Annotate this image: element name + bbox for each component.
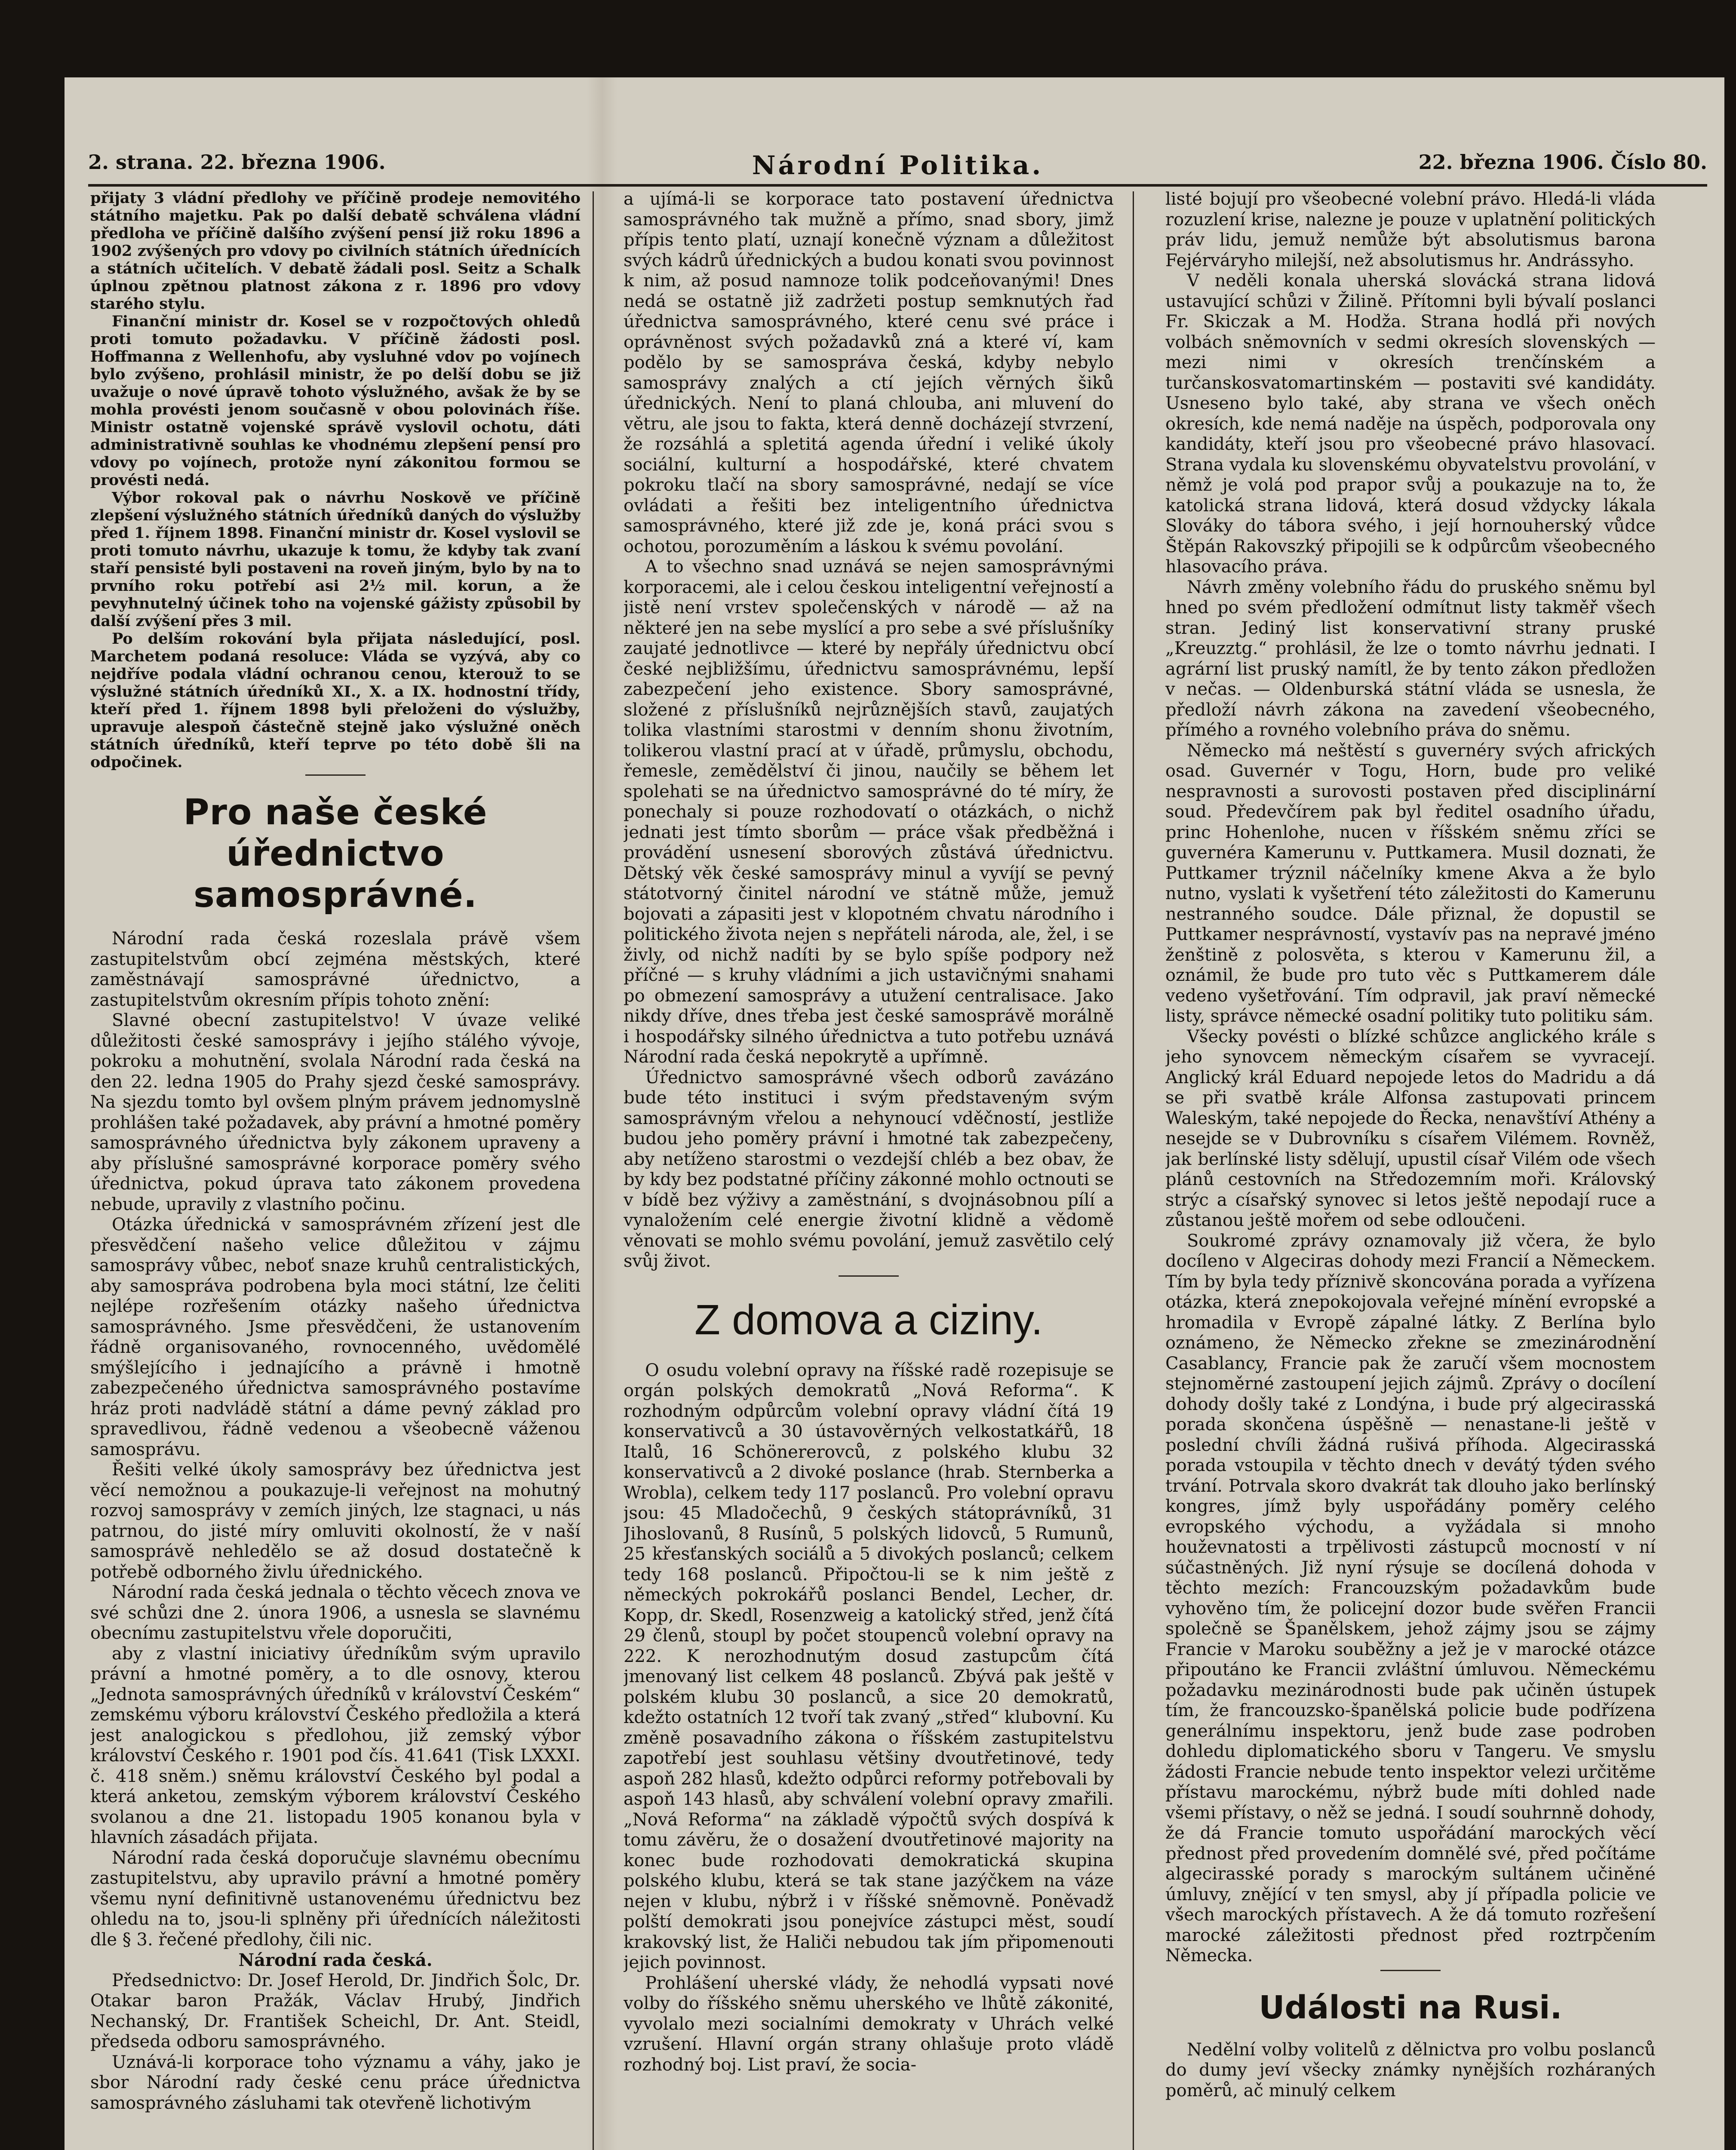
masthead (88, 150, 1707, 185)
article-paragraph: Všecky povésti o blízké schůzce anglického krále s jeho synovcem německým císařem se vyvracejí. Anglický král Eduard nepojede letos do Madridu a dá se při svatbě krále Alfonsa zastupovati princem Waleským, také nepojede do Řecka, nenavštíví Athény a nesejde se v Dubrovníku s císařem Vilémem. Rovněž, jak berlínské listy sdělují, upustil císař Vilém ode všech plánů cestovních na Středozemním moři. Královský strýc a císařský synovec si letos ještě nepodají ruce a zůstanou ještě mořem od sebe odloučeni. (1165, 1026, 1656, 1230)
column-rule-1 (593, 191, 594, 2150)
header-right-date-issue: 22. března 1906. Číslo 80. (1418, 150, 1707, 174)
article-paragraph: Uznává-li korporace toho významu a váhy, jako je sbor Národní rady české cenu práce úřednictva samosprávného zásluhami tak otevřeně lichotivým (90, 2052, 581, 2113)
article-paragraph: Po delším rokování byla přijata následující, posl. Marchetem podaná resoluce: Vláda se vyzývá, aby co nejdříve podala vládní ochranou cenou, kterouž to se výslužné státních úředníků XI., X. a IX. hodnostní třídy, kteří před 1. říjnem 1898 byli přeloženi do výslužby, upravuje alespoň částečně stejně jako výslužné oněch státních úředníků, kteří teprve po této době šli na odpočinek. (90, 630, 581, 771)
column-2 (624, 189, 1114, 2150)
article-paragraph: a ujímá-li se korporace tato postavení úřednictva samosprávného tak mužně a přímo, snad sbory, jimž přípis tento platí, uznají konečně význam a důležitost svých kádrů úřednických a budou konati svou povinnost k nim, až posud namnoze tolik podceňovanými! Dnes nedá se ostatně již zadržeti postup semknutých řad úřednictva samosprávného, které cenu své práce i oprávněnost svých požadavků zná a které ví, kam podělo by se samospráva česká, kdyby nebylo samosprávy znalých a ctí jejích věrných šiků úřednických. Není to planá chlouba, ani mluvení do větru, ale jsou to fakta, která denně docházejí stvrzení, že rozsáhlá a spletitá agenda úřední i veliké úkoly sociální, kulturní a hospodářské, které chvatem pokroku tlačí na sbory samosprávné, nedají se více ovládati a řešiti bez inteligentního úřednictva samosprávného, které již zde je, koná práci svou s ochotou, porozuměním a láskou k svému povolání. (624, 189, 1114, 556)
article-paragraph: Nedělní volby volitelů z dělnictva pro volbu poslanců do dumy jeví všecky známky nynějších rozháraných poměrů, ač minulý celkem (1165, 2039, 1656, 2101)
article-paragraph: aby z vlastní iniciativy úředníkům svým upravilo právní a hmotné poměry, a to dle osnovy, kterou „Jednota samosprávných úředníků v království Českém“ zemskému výboru království Českého předložila a která jest analogickou s předlohou, již zemský výbor království Českého r. 1901 pod čís. 41.641 (Tisk LXXXI. č. 418 sněm.) sněmu království Českého byl podal a která anketou, zemským výborem království Českého svolanou a dne 21. listopadu 1905 konanou byla v hlavních zásadách přijata. (90, 1643, 581, 1847)
signature-names: Předsednictvo: Dr. Josef Herold, Dr. Jindřich Šolc, Dr. Otakar baron Pražák, Václav Hrubý, Jindřich Nechanský, Dr. František Scheichl, Dr. Ant. Steidl, předseda odboru samosprávného. (90, 1970, 581, 2052)
article-paragraph: Finanční ministr dr. Kosel se v rozpočtových ohledů proti tomuto požadavku. V příčině žádosti posl. Hoffmanna z Wellenhofu, aby vysluhné vdov po vojínech bylo zvýšeno, prohlásil ministr, že po delší dobu se již uvažuje o nové úpravě tohoto výslužného, avšak že by se mohla provésti jenom současně v obou polovinách říše. Ministr ostatně vojenské správě vyslovil ochotu, dáti administrativně souhlas ke vhodnému zlepšení pensí pro vdovy po vojínech, protože nyní zákonitou formou se provésti nedá. (90, 313, 581, 489)
section-divider (1380, 1970, 1441, 1971)
header-left-page-date: 2. strana. 22. března 1906. (88, 150, 386, 174)
article-paragraph: Úřednictvo samosprávné všech odborů zavázáno bude této instituci i svým představeným svým samosprávným vřelou a nehynoucí vděčností, jestliže budou jeho poměry právní i hmotné tak zabezpečeny, aby netíženo starostmi o vezdejší chléb a bez obav, že by kdy bez podstatné příčiny zákonné mohlo octnouti se v bídě bez výživy a zaměstnání, s dvojnásobnou pílí a vynaložením celé energie životní klidně a vědomě věnovati se mohlo svému povolání, jemuž zasvětilo celý svůj život. (624, 1067, 1114, 1271)
article-paragraph: přijaty 3 vládní předlohy ve příčině prodeje nemovitého státního majetku. Pak po další debatě schválena vládní předloha ve příčině dalšího zvýšení pensí již roku 1896 a 1902 zvýšených pro vdovy po civilních státních úřednících a státních učitelích. V debatě žádali posl. Seitz a Schalk úplnou zpětnou platnost zákona z r. 1896 pro vdovy starého stylu. (90, 189, 581, 313)
column-rule-2 (1133, 191, 1134, 2150)
article-paragraph: Německo má neštěstí s guvernéry svých afrických osad. Guvernér v Togu, Horn, bude pro veliké nespravnosti a surovosti postaven před disciplinární soud. Předevčírem pak byl ředitel osadního úřadu, princ Hohenlohe, nucen v říšském sněmu zříci se guvernéra Kamerunu v. Puttkamera. Musil doznati, že Puttkamer trýznil náčelníky kmene Akva a že bylo nutno, vyslati k vyšetření této záležitosti do Kamerunu nestranného soudce. Dále přiznal, že dopustil se Puttkamer nesprávností, vystavív pas na nepravé jméno ženštině z polosvěta, s kterou v Kamerunu žil, a oznámil, že bude pro tuto věc s Puttkamerem dále vedeno vyšetřování. Tím odpravil, jak praví německé listy, správce německé osadní politiky tuto politiku sám. (1165, 740, 1656, 1026)
section-divider (839, 1275, 899, 1277)
header-rule (88, 184, 1707, 187)
signature-title: Národní rada česká. (238, 1950, 433, 1970)
section-headline: Z domova a ciziny. (694, 1296, 1043, 1343)
article-paragraph: Prohlášení uherské vlády, že nehodlá vypsati nové volby do říšského sněmu uherského ve lhůtě zákonité, vyvolalo mezi socialními demokraty v Uhrách velké vzrušení. Hlavní orgán strany ohlašuje proto vládě rozhodný boj. List praví, že socia- (624, 1973, 1114, 2075)
column-3 (1165, 189, 1656, 2150)
section-divider (305, 774, 366, 776)
article-paragraph: Otázka úřednická v samosprávném zřízení jest dle přesvědčení našeho velice důležitou v zájmu samosprávy vůbec, neboť snaze kruhů centralistických, aby samospráva podrobena byla moci státní, lze čeliti nejlépe rozřešením otázky našeho úřednictva samosprávného. Jsme přesvědčeni, že ustanovením řádně organisovaného, rovnocenného, uvědomělé smýšlejícího i jednajícího a právně i hmotně zabezpečeného úřednictva samosprávného postavíme hráz proti nadvládě státní a dáme pevný základ pro spravedlivou, řádně vedenou a všeobecně váženou samosprávu. (90, 1215, 581, 1459)
article-paragraph: Soukromé zprávy oznamovaly již včera, že bylo docíleno v Algeciras dohody mezi Francií a Německem. Tím by byla tedy příznivě skoncována porada a vyřízena otázka, která znepokojovala veřejné mínění evropské a hromadila v Evropě zápalné látky. Z Berlína bylo oznámeno, že Německo zřekne se zmezinárodnění Casablancy, Francie pak že zaručí všem mocnostem stejnoměrné zastoupení jejich zájmů. Zprávy o docílení dohody došly také z Londýna, i bude prý algecirasská porada skončena úspěšně — nenastane-li ještě v poslední chvíli žádná rušivá příhoda. Algecirasská porada vstoupila v těchto dnech v devátý týden svého trvání. Potrvala skoro dvakrát tak dlouho jako berlínský kongres, jímž byly uspořádány poměry celého evropského východu, a vyžádala si mnoho houževnatosti a trpělivosti zástupců mocností v ní súčastněných. Již nyní rýsuje se docílená dohoda v těchto mezích: Francouzským požadavkům bude vyhověno tím, že policejní dozor bude svěřen Francii společně se Španělskem, jehož zájmy jsou se zájmy Francie v Maroku souběžny a jež je v marocké otázce připoutáno ke Francii zvláštní úmluvou. Německému požadavku mezinárodnosti bude pak učiněn ústupek tím, že francouzsko-španělská policie bude podřízena generálnímu inspektoru, jenž bude zase podroben dohledu diplomatického sboru v Tangeru. Ve smyslu žádosti Francie nebude tento inspektor velezi určitěme přístavu marockému, nýbrž bude míti dohled nade všemi přístavy, o něž se jedná. I soudí souhrnně dohody, že dá Francie tomuto uspořádání marockých věcí přednost před provedením domnělé své, před počítáme algecirasské porady s marockým sultánem učiněné úmluvy, znějící v ten smysl, aby jí případla policie ve všech marockých přístavech. A že dá tomuto rozřešení marocké záležitosti přednost před roztrpčením Německa. (1165, 1231, 1656, 1966)
article-paragraph: Národní rada česká rozeslala právě všem zastupitelstvům obcí zejména městských, které zaměstnávají samosprávné úřednictvo, a zastupitelstvům okresním přípis tohoto znění: (90, 929, 581, 1010)
newspaper-title: Národní Politika. (752, 150, 1044, 181)
article-paragraph: Slavné obecní zastupitelstvo! V úvaze veliké důležitosti české samosprávy i jejího stálého vývoje, pokroku a mohutnění, svolala Národní rada česká na den 22. ledna 1905 do Prahy sjezd české samosprávy. Na sjezdu tomto byl ovšem plným právem jednomyslně prohlášen také požadavek, aby právní a hmotné poměry samosprávného úřednictva byly zákonem upraveny a aby příslušné samosprávné korporace poměry svého úřednictva, pokud úprava tato zákonem provedena nebude, upravily z vlastního počinu. (90, 1010, 581, 1214)
article-paragraph: Návrh změny volebního řádu do pruského sněmu byl hned po svém předložení odmítnut listy takměř všech stran. Jediný list konservativní strany pruské „Kreuzztg.“ prohlásil, že lze o tomto návrhu jednati. I agrární list pruský namítl, že by tento zákon předložen v nečas. — Oldenburská státní vláda se usnesla, že předloží návrh zákona na zavedení všeobecného, přímého a rovného volebního práva do sněmu. (1165, 577, 1656, 740)
article-paragraph: Řešiti velké úkoly samosprávy bez úřednictva jest věcí nemožnou a poukazuje-li veřejnost na mohutný rozvoj samosprávy v zemích jiných, lze stagnaci, u nás patrnou, do jisté míry omluviti okolností, že v naší samosprávě nehledělo se až dosud dostatečně k potřebě odborného živlu úřednického. (90, 1460, 581, 1582)
article-paragraph: A to všechno snad uznává se nejen samosprávnými korporacemi, ale i celou českou inteligentní veřejností a jistě není vrstev společenských v národě — až na některé jen na sebe myslící a pro sebe a své příslušníky zaujaté jednotlivce — které by nepřály úřednictvu obcí české nejbližšímu, úřednictvu samosprávnému, lepší zabezpečení jeho existence. Sbory samosprávné, složené z příslušníků nejrůznějších stavů, zaujatých tolika vlastními starostmi v denním shonu životním, tolikerou vlastní prací at v úřadě, průmyslu, obchodu, řemesle, zemědělství či jinou, naučily se během let spolehati se na úřednictvo samosprávné do té míry, že ponechaly si pouze rozhodovatí o otázkách, o nichž jednati jest tímto sborům — práce však předběžná i provádění usnesení sborových zůstává úřednictvu. Dětský věk české samosprávy minul a vyvíjí se pevný státotvorný činitel národní ve státně může, jemuž bojovati a zápasiti jest v klopotném chvatu národního i politického života nejen s nepřáteli národa, ale, žel, i se živly, od nichž nadíti by se bylo spíše podpory než příčné — s kruhy vládními a jich ustavičnými snahami po obmezení samosprávy a utužení centralisace. Jako nikdy dříve, dnes třeba jest české samosprávě morálně i hospodářsky silného úřednictva a tuto potřebu uznává Národní rada česká nepokrytě a upřímně. (624, 557, 1114, 1067)
article-paragraph: Národní rada česká doporučuje slavnému obecnímu zastupitelstvu, aby upravilo právní a hmotné poměry všemu nyní definitivně ustanovenému úřednictvu bez ohledu na to, jsou-li splněny při úřednících náležitosti dle § 3. řečené předlohy, čili nic. (90, 1848, 581, 1950)
article-paragraph: listé bojují pro všeobecné volební právo. Hledá-li vláda rozuzlení krise, nalezne je pouze v uplatnění politických práv lidu, jemuž nemůže být absolutismus barona Fejérváryho milejší, než absolutismus hr. Andrássyho. (1165, 189, 1656, 270)
article-paragraph: Národní rada česká jednala o těchto věcech znova ve své schůzi dne 2. února 1906, a usnesla se slavnému obecnímu zastupitelstvu vřele doporučiti, (90, 1582, 581, 1643)
article-headline: Pro naše české úřednictvo samosprávné. (183, 792, 488, 915)
page-fold-shadow (587, 77, 617, 2150)
article-paragraph: Výbor rokoval pak o návrhu Noskově ve příčině zlepšení výslužného státních úředníků daných do výslužby před 1. říjnem 1898. Finanční ministr dr. Kosel vyslovil se proti tomuto návrhu, ukazuje k tomu, že kdyby tak zvaní staří pensisté byli postaveni na roveň jiným, bylo by na to prvního roku potřebí asi 2½ mil. korun, a že pevyhnutelný účinek toho na vojenské gážisty způsobil by další zvýšení přes 3 mil. (90, 489, 581, 630)
section-headline: Události na Rusi. (1259, 1989, 1562, 2026)
article-paragraph: V neděli konala uherská slovácká strana lidová ustavující schůzi v Žilině. Přítomni byli bývalí poslanci Fr. Skiczak a M. Hodža. Strana hodlá při nových volbách sněmovních v sedmi okresích slovenských — mezi nimi v okresích trenčínském a turčanskosvatomartinském — postaviti své kandidáty. Usneseno bylo také, aby strana ve všech oněch okresích, kde nemá naděje na úspěch, podporovala ony kandidáty, kteří jsou pro všeobecné právo hlasovací. Strana vydala ku slovenskému obyvatelstvu provolání, v němž je volá pod prapor svůj a poukazuje na to, že katolická strana lidová, která dosud vždycky lákala Slováky do tábora svého, i její hornouherský vůdce Štěpán Rakovszký připojili se k odpůrcům všeobecného hlasovacího práva. (1165, 271, 1656, 577)
newspaper-page (65, 77, 1724, 2150)
article-paragraph: O osudu volební opravy na říšské radě rozepisuje se orgán polských demokratů „Nová Reforma“. K rozhodným odpůrcům volební opravy vládní čítá 19 konservativců a 30 ústavověrných velkostatkářů, 18 Italů, 16 Schönererovců, z polského klubu 32 konservativců a 2 divoké poslance (hrab. Sternberka a Wrobla), celkem tedy 117 poslanců. Pro volební opravu jsou: 45 Mladočechů, 9 českých státoprávníků, 31 Jihoslovanů, 8 Rusínů, 5 polských lidovců, 5 Rumunů, 25 křesťanských sociálů a 5 divokých poslanců; celkem tedy 168 poslanců. Připočtou-li se k nim ještě z německých pokrokářů poslanci Bendel, Lecher, dr. Kopp, dr. Skedl, Rosenzweig a katolický střed, jenž čítá 29 členů, stoupl by počet stoupenců volební opravy na 222. K nerozhodnutým dosud zastupcům čítá jmenovaný list celkem 48 poslanců. Zbývá pak ještě v polském klubu 30 poslanců, a sice 20 demokratů, kdežto ostatních 12 tvoří tak zvaný „střed“ klubovní. Ku změně posavadního zákona o říšském zastupitelstvu zapotřebí jest souhlasu většiny dvoutřetinové, tedy aspoň 282 hlasů, kdežto odpůrci reformy potřebovali by aspoň 143 hlasů, aby schválení volební opravy zmařili. „Nová Reforma“ na základě výpočtů svých dospívá k tomu závěru, že o dosažení dvoutřetinové majority na konec bude rozhodovati demokratická skupina polského klubu, která se tak stane jazýčkem na váze nejen v klubu, nýbrž i v říšské sněmovně. Poněvadž polští demokrati jsou ponejvíce zástupci měst, soudí krakovský list, že Haliči nebudou tak jím připomenouti jejich povinnost. (624, 1360, 1114, 1972)
column-1 (90, 189, 581, 2150)
